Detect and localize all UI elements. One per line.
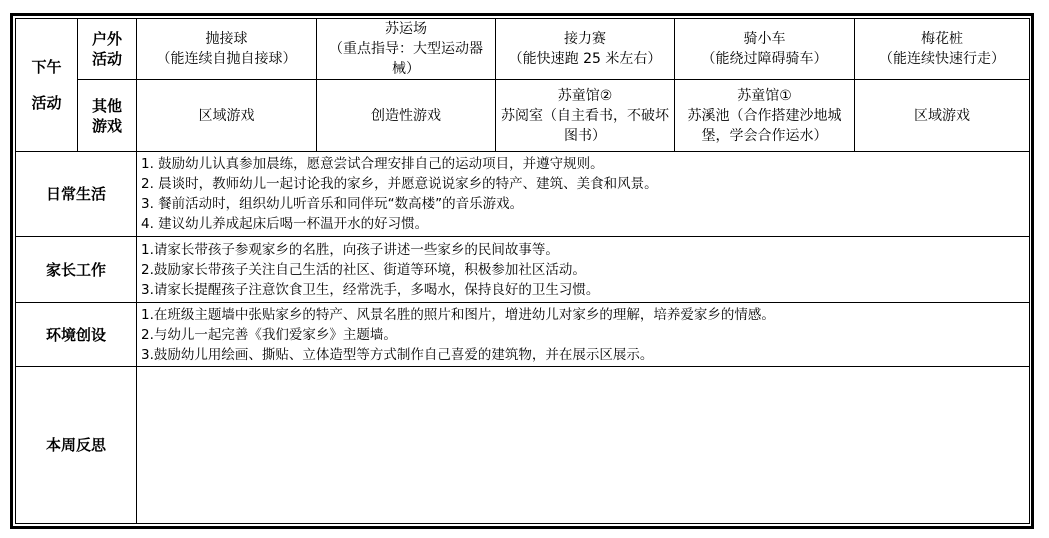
daily-life-row bbox=[16, 152, 1030, 237]
reflection-content bbox=[137, 367, 1030, 524]
other-cell-title: 区域游戏 bbox=[198, 107, 255, 124]
environment-content bbox=[137, 303, 1030, 367]
other-label-line1: 其他 bbox=[91, 96, 122, 115]
outdoor-cell-goal: （能连续自抛自接球） bbox=[156, 51, 297, 67]
other-cell-4 bbox=[675, 80, 855, 152]
outdoor-cell-title: 骑小车 bbox=[743, 31, 786, 47]
outdoor-label-line1: 户外 bbox=[91, 30, 122, 48]
outdoor-cell-title: 抛接球 bbox=[205, 31, 248, 47]
other-cell-title: 苏童馆② bbox=[557, 87, 613, 104]
parents-item-3: 3.请家长提醒孩子注意饮食卫生，经常洗手，多喝水，保持良好的卫生习惯。 bbox=[141, 281, 600, 298]
outdoor-activity-label bbox=[78, 19, 137, 80]
parents-item-2: 2.鼓励家长带孩子关注自己生活的社区、街道等环境，积极参加社区活动。 bbox=[141, 261, 586, 278]
afternoon-activity-label bbox=[16, 19, 78, 152]
daily-life-content bbox=[137, 152, 1030, 237]
outdoor-label-line2: 活动 bbox=[91, 50, 122, 68]
daily-life-label: 日常生活 bbox=[16, 152, 137, 237]
other-cell-title: 创造性游戏 bbox=[371, 107, 441, 124]
parents-work-label: 家长工作 bbox=[16, 237, 137, 303]
schedule-table-frame bbox=[10, 13, 1034, 529]
afternoon-label-line2: 活动 bbox=[31, 94, 62, 112]
environment-item-1: 1.在班级主题墙中张贴家乡的特产、风景名胜的照片和图片，增进幼儿对家乡的理解，培养爱家乡的情感。 bbox=[141, 306, 775, 323]
reflection-row bbox=[16, 367, 1030, 524]
environment-row bbox=[16, 303, 1030, 367]
outdoor-activity-row bbox=[16, 19, 1030, 80]
other-cell-detail: 苏阅室（自主看书，不破坏图书） bbox=[501, 107, 669, 144]
environment-item-2: 2.与幼儿一起完善《我们爱家乡》主题墙。 bbox=[141, 326, 397, 343]
reflection-label: 本周反思 bbox=[16, 367, 137, 524]
other-cell-2 bbox=[317, 80, 496, 152]
other-cell-1 bbox=[137, 80, 317, 152]
daily-item-4: 4. 建议幼儿养成起床后喝一杯温开水的好习惯。 bbox=[141, 216, 429, 232]
afternoon-label-line1: 下午 bbox=[31, 58, 62, 76]
other-cell-title: 苏童馆① bbox=[737, 87, 792, 104]
outdoor-cell-goal: （能绕过障碍骑车） bbox=[701, 51, 828, 67]
parents-work-content bbox=[137, 237, 1030, 303]
schedule-table bbox=[15, 18, 1030, 524]
outdoor-cell-1 bbox=[137, 19, 317, 80]
outdoor-cell-3 bbox=[496, 19, 675, 80]
environment-item-3: 3.鼓励幼儿用绘画、撕贴、立体造型等方式制作自己喜爱的建筑物，并在展示区展示。 bbox=[141, 346, 654, 363]
outdoor-cell-title: 接力赛 bbox=[564, 31, 606, 47]
other-label-line2: 游戏 bbox=[91, 116, 122, 135]
outdoor-cell-5 bbox=[855, 19, 1030, 80]
outdoor-cell-title: 苏运场 bbox=[385, 21, 427, 37]
daily-item-3: 3. 餐前活动时，组织幼儿听音乐和同伴玩“数高楼”的音乐游戏。 bbox=[141, 196, 524, 212]
other-cell-3 bbox=[496, 80, 675, 152]
parents-item-1: 1.请家长带孩子参观家乡的名胜，向孩子讲述一些家乡的民间故事等。 bbox=[141, 241, 559, 258]
outdoor-cell-4 bbox=[675, 19, 855, 80]
other-games-row bbox=[16, 80, 1030, 152]
other-cell-title: 区域游戏 bbox=[914, 107, 970, 124]
other-games-label bbox=[78, 80, 137, 152]
other-cell-detail: 苏溪池（合作搭建沙地城堡，学会合作运水） bbox=[687, 107, 842, 144]
environment-label: 环境创设 bbox=[16, 303, 137, 367]
outdoor-cell-goal: （能快速跑 25 米左右） bbox=[508, 51, 662, 67]
outdoor-cell-2 bbox=[317, 19, 496, 80]
outdoor-cell-title: 梅花桩 bbox=[921, 31, 963, 47]
parents-work-row bbox=[16, 237, 1030, 303]
outdoor-cell-goal: （重点指导：大型运动器械） bbox=[329, 41, 483, 77]
daily-item-2: 2. 晨谈时，教师幼儿一起讨论我的家乡，并愿意说说家乡的特产、建筑、美食和风景。 bbox=[141, 176, 658, 192]
daily-item-1: 1. 鼓励幼儿认真参加晨练，愿意尝试合理安排自己的运动项目，并遵守规则。 bbox=[141, 156, 604, 172]
other-cell-5 bbox=[855, 80, 1030, 152]
outdoor-cell-goal: （能连续快速行走） bbox=[879, 51, 1005, 67]
